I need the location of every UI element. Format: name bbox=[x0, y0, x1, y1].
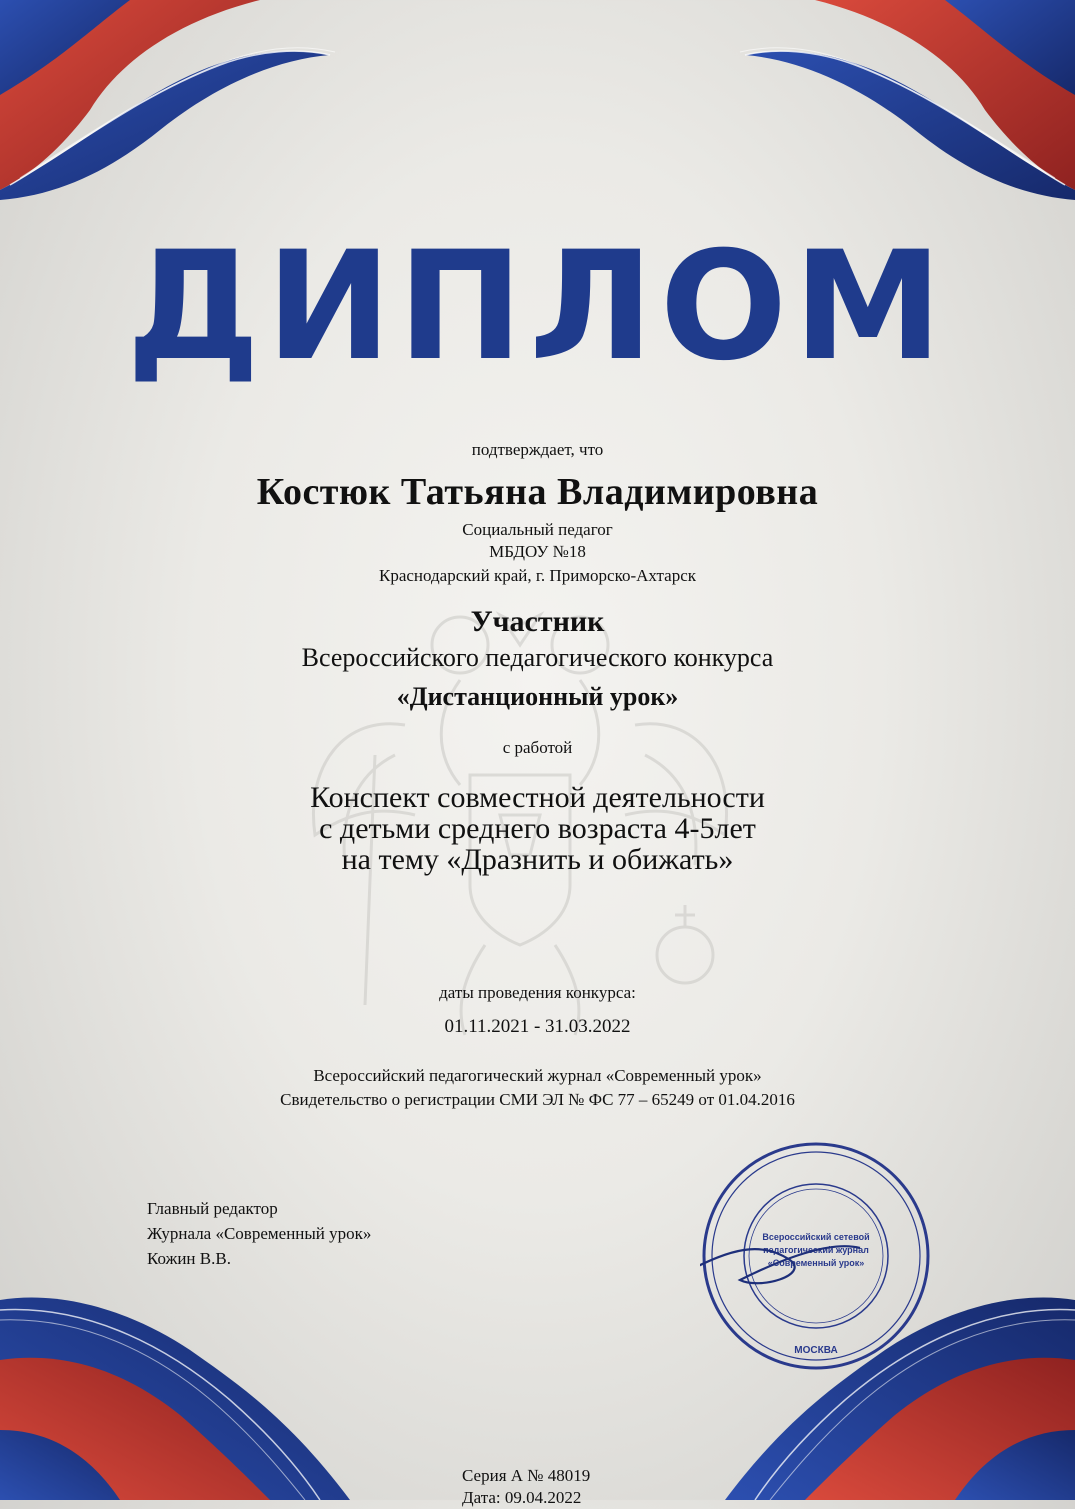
with-work-text: с работой bbox=[502, 738, 573, 757]
top-ribbon-decoration bbox=[0, 0, 1075, 200]
recipient-name: Костюк Татьяна Владимировна bbox=[256, 471, 819, 513]
recipient-location: Краснодарский край, г. Приморско-Ахтарск bbox=[378, 566, 696, 585]
seal-center-line-2: педагогический журнал bbox=[763, 1245, 869, 1255]
series-block bbox=[462, 1465, 590, 1509]
dates-value: 01.11.2021 - 31.03.2022 bbox=[444, 1016, 631, 1037]
series-number: Серия А № 48019 bbox=[462, 1466, 591, 1485]
award-title: Участник bbox=[470, 605, 605, 638]
seal-center-line-1: Всероссийский сетевой bbox=[762, 1232, 870, 1242]
journal-name: Всероссийский педагогический журнал «Современный урок» bbox=[313, 1066, 762, 1085]
confirms-text: подтверждает, что bbox=[471, 440, 604, 459]
seal-city: МОСКВА bbox=[794, 1345, 838, 1356]
editor-journal: Журнала «Современный урок» bbox=[147, 1224, 372, 1243]
diploma-title: ДИПЛОМ bbox=[126, 220, 949, 394]
dates-label: даты проведения конкурса: bbox=[439, 983, 636, 1002]
work-title-line-2: с детьми среднего возраста 4-5лет bbox=[319, 812, 756, 845]
seal-center-line-3: «Современный урок» bbox=[767, 1258, 865, 1268]
registration-info: Свидетельство о регистрации СМИ ЭЛ № ФС 77 – 65249 от 01.04.2016 bbox=[280, 1090, 795, 1109]
contest-prefix: Всероссийского педагогического конкурса bbox=[301, 643, 774, 672]
recipient-position: Социальный педагог bbox=[462, 520, 613, 539]
issue-date: Дата: 09.04.2022 bbox=[462, 1488, 582, 1507]
recipient-organization: МБДОУ №18 bbox=[489, 542, 586, 561]
editor-title: Главный редактор bbox=[147, 1199, 278, 1218]
work-title-line-3: на тему «Дразнить и обижать» bbox=[341, 843, 734, 876]
work-title-line-1: Конспект совместной деятельности bbox=[310, 781, 765, 814]
editor-block bbox=[147, 1196, 371, 1271]
editor-name: Кожин В.В. bbox=[147, 1249, 231, 1268]
official-seal-stamp bbox=[700, 1140, 932, 1372]
contest-name: «Дистанционный урок» bbox=[396, 682, 679, 711]
